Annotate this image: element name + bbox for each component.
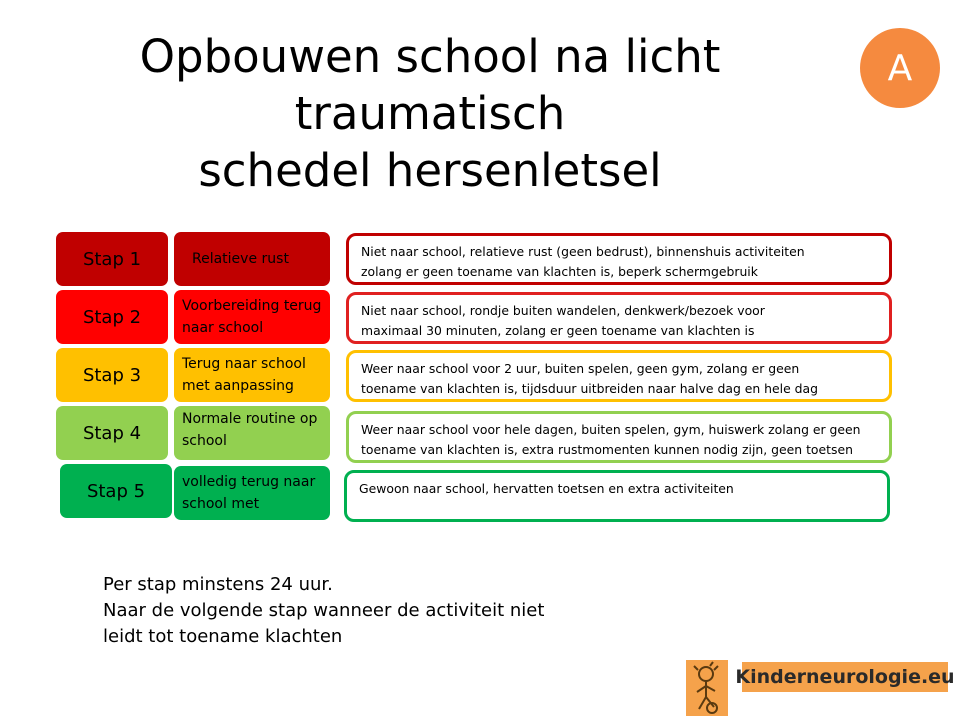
logo-icon: [686, 660, 728, 716]
step-1-box: Stap 1: [56, 232, 168, 286]
page-title: [0, 28, 860, 199]
step-5-description: Gewoon naar school, hervatten toetsen en extra activiteiten: [344, 470, 890, 522]
badge-a: A: [860, 28, 940, 108]
step-3-box: Stap 3: [56, 348, 168, 402]
step-4-box: Stap 4: [56, 406, 168, 460]
footnote-line-1: Per stap minstens 24 uur.: [103, 574, 333, 595]
footnote-line-2: Naar de volgende stap wanneer de activiteit niet: [103, 600, 545, 621]
step-4-phase: Normale routine op school: [174, 406, 330, 460]
step-4-description: Weer naar school voor hele dagen, buiten spelen, gym, huiswerk zolang er geen toename van klachten is, extra rustmomenten kunnen nodig zijn, geen toetsen: [346, 411, 892, 463]
title-line-1: Opbouwen school na licht traumatisch: [139, 30, 721, 140]
step-1-phase: Relatieve rust: [174, 232, 330, 286]
step-5-phase: volledig terug naar school met: [174, 466, 330, 520]
step-1-description: Niet naar school, relatieve rust (geen bedrust), binnenshuis activiteiten zolang er geen toename van klachten is, beperk schermgebruik: [346, 233, 892, 285]
title-line-2: schedel hersenletsel: [198, 144, 662, 197]
step-3-description: Weer naar school voor 2 uur, buiten spelen, geen gym, zolang er geen toename van klachten is, tijdsduur uitbreiden naar halve dag en hele dag: [346, 350, 892, 402]
footnote-line-3: leidt tot toename klachten: [103, 626, 343, 647]
step-2-box: Stap 2: [56, 290, 168, 344]
footnote: [103, 572, 544, 650]
step-2-phase: Voorbereiding terug naar school: [174, 290, 330, 344]
step-2-description: Niet naar school, rondje buiten wandelen, denkwerk/bezoek voor maximaal 30 minuten, zolang er geen toename van klachten is: [346, 292, 892, 344]
step-5-box: Stap 5: [60, 464, 172, 518]
step-3-phase: Terug naar school met aanpassing: [174, 348, 330, 402]
brand-label: Kinderneurologie.eu: [742, 662, 948, 692]
